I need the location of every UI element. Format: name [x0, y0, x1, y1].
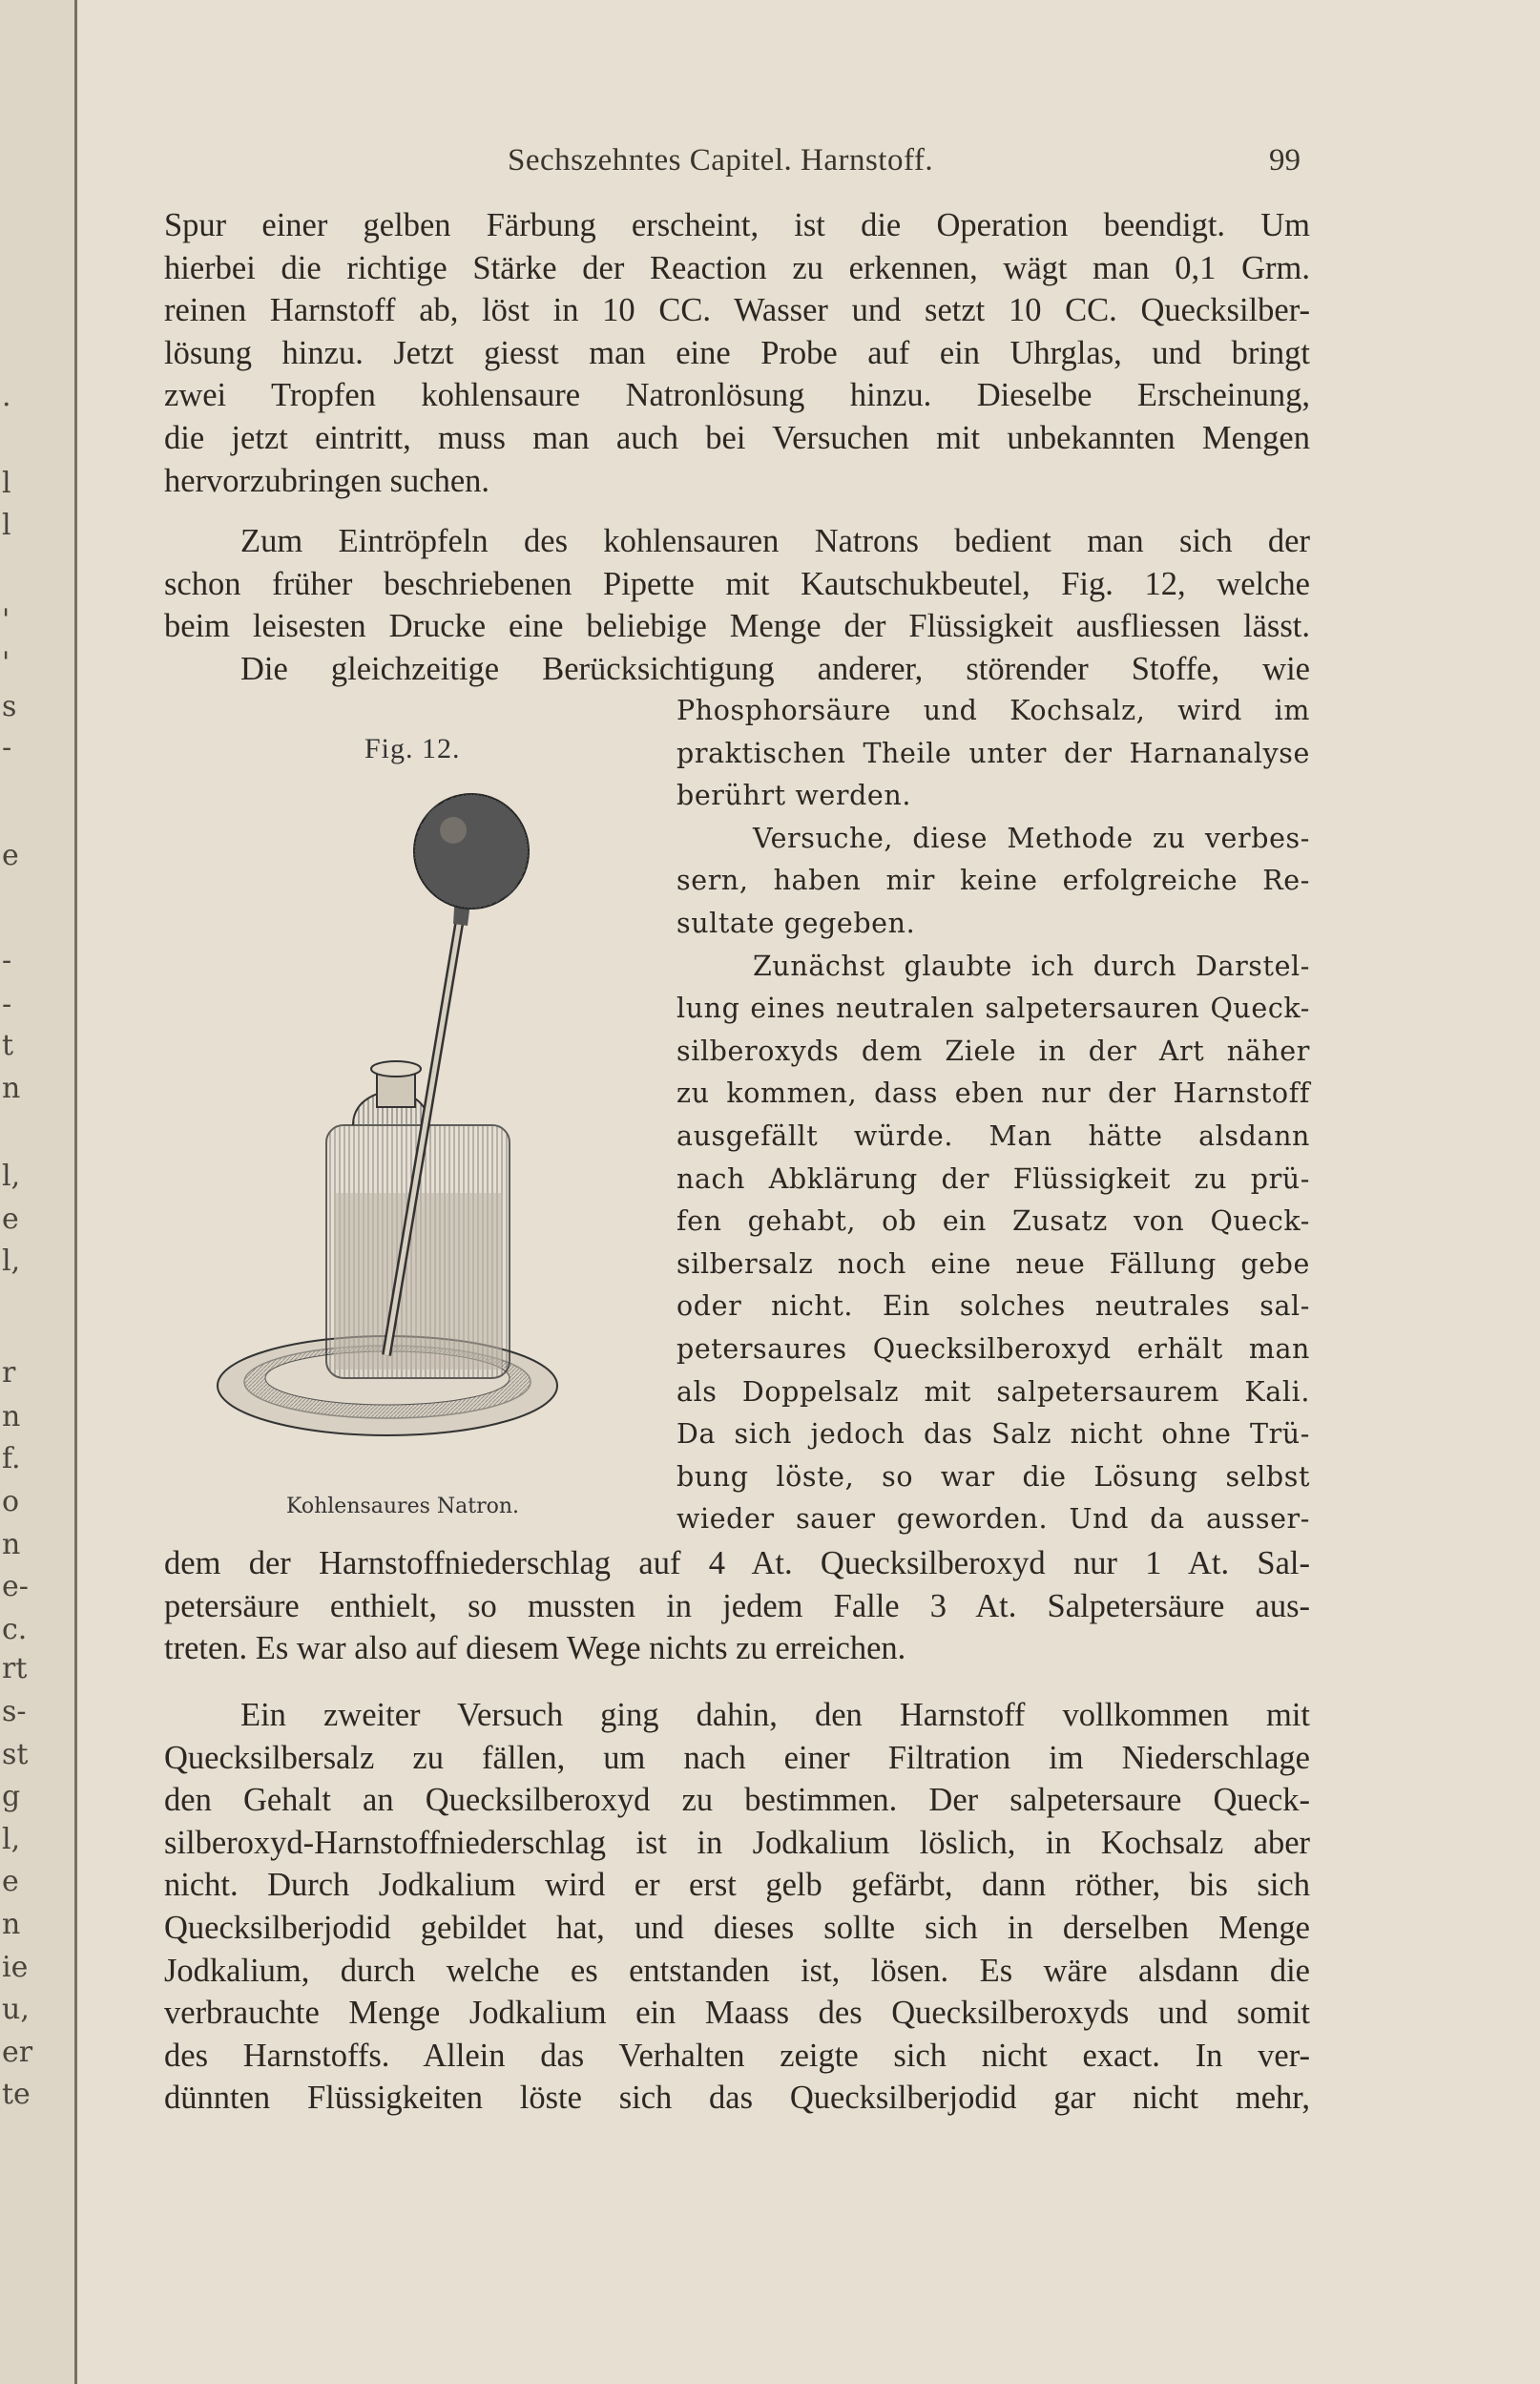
margin-fragment: ': [2, 646, 10, 680]
margin-fragment: -: [2, 731, 12, 764]
margin-fragment: rt: [2, 1652, 28, 1685]
text-line: reinen Harnstoff ab, löst in 10 CC. Wasser und setzt 10 CC. Quecksilber-: [164, 292, 1310, 329]
margin-fragment: ': [2, 603, 10, 637]
text-line: Da sich jedoch das Salz nicht ohne Trü-: [676, 1418, 1310, 1451]
margin-fragment: l,: [2, 1244, 21, 1278]
text-line: dem der Harnstoffniederschlag auf 4 At. Quecksilberoxyd nur 1 At. Sal-: [164, 1545, 1310, 1581]
right-column-text: [676, 690, 1310, 1541]
text-line: sultate gegeben.: [676, 907, 916, 939]
text-line: zu kommen, dass eben nur der Harnstoff: [676, 1077, 1310, 1110]
figure-caption: Kohlensaures Natron.: [286, 1495, 520, 1518]
margin-fragment: s-: [2, 1695, 27, 1728]
margin-fragment: n: [2, 1908, 21, 1941]
text-line: wieder sauer geworden. Und da ausser-: [676, 1503, 1310, 1536]
paragraph-3: [164, 1542, 1310, 1670]
margin-fragment: te: [2, 2078, 31, 2111]
margin-fragment: r: [2, 1356, 16, 1390]
text-line: verbrauchte Menge Jodkalium ein Maass des Quecksilberoxyds und somit: [164, 1995, 1310, 2032]
text-line: lung eines neutralen salpetersauren Queck-: [676, 993, 1310, 1025]
text-line: praktischen Theile unter der Harnanalyse: [676, 737, 1310, 769]
margin-fragment: n: [2, 1528, 21, 1561]
margin-fragment: er: [2, 2036, 33, 2069]
text-line: nicht. Durch Jodkalium wird er erst gelb gefärbt, dann röther, bis sich: [164, 1867, 1310, 1904]
text-line: Quecksilberjodid gebildet hat, und dieses sollte sich in derselben Menge: [164, 1909, 1310, 1946]
margin-fragment: l: [2, 467, 11, 500]
text-line: den Gehalt an Quecksilberoxyd zu bestimmen. Der salpetersaure Queck-: [164, 1782, 1310, 1819]
text-line: treten. Es war also auf diesem Wege nichts zu erreichen.: [164, 1630, 906, 1667]
text-line: lösung hinzu. Jetzt giesst man eine Probe auf ein Uhrglas, und bringt: [164, 334, 1310, 371]
text-line: nach Abklärung der Flüssigkeit zu prü-: [676, 1162, 1310, 1195]
running-title: Sechszehntes Capitel. Harnstoff.: [508, 143, 934, 178]
page-number: 99: [1269, 143, 1301, 178]
text-line: petersäure enthielt, so mussten in jedem Falle 3 At. Salpetersäure aus-: [164, 1587, 1310, 1624]
margin-fragment: c.: [2, 1613, 28, 1646]
margin-fragment: o: [2, 1485, 20, 1518]
text-line: berührt werden.: [676, 780, 911, 812]
text-line: Zum Eintröpfeln des kohlensauren Natrons bedient man sich der: [240, 523, 1310, 559]
text-line: die jetzt eintritt, muss man auch bei Versuchen mit unbekannten Mengen: [164, 419, 1310, 456]
margin-fragment: n: [2, 1400, 21, 1433]
margin-fragment: -: [2, 988, 12, 1021]
margin-fragment: l: [2, 509, 11, 542]
margin-fragment: u,: [2, 1993, 30, 2026]
text-line: beim leisesten Drucke eine beliebige Menge der Flüssigkeit ausfliessen lässt.: [164, 608, 1310, 645]
text-line: Quecksilbersalz zu fällen, um nach einer Filtration im Niederschlage: [164, 1739, 1310, 1776]
margin-fragment: e: [2, 839, 19, 872]
text-line: fen gehabt, ob ein Zusatz von Queck-: [676, 1205, 1310, 1238]
margin-fragment: e: [2, 1865, 19, 1898]
text-line: silbersalz noch eine neue Fällung gebe: [676, 1247, 1310, 1280]
text-line: sern, haben mir keine erfolgreiche Re-: [676, 865, 1310, 897]
margin-fragment: l,: [2, 1823, 21, 1856]
margin-fragment: e: [2, 1202, 19, 1236]
margin-fragment: ie: [2, 1951, 29, 1984]
text-line: schon früher beschriebenen Pipette mit Kautschukbeutel, Fig. 12, welche: [164, 565, 1310, 602]
margin-fragment: .: [2, 380, 11, 413]
text-line: ausgefällt würde. Man hätte alsdann: [676, 1119, 1310, 1152]
text-line: petersaures Quecksilberoxyd erhält man: [676, 1332, 1310, 1365]
text-line: zwei Tropfen kohlensaure Natronlösung hinzu. Dieselbe Erscheinung,: [164, 377, 1310, 414]
text-line: Spur einer gelben Färbung erscheint, ist die Operation beendigt. Um: [164, 207, 1310, 243]
margin-fragment: n: [2, 1072, 21, 1105]
text-line: Zunächst glaubte ich durch Darstel-: [753, 950, 1310, 982]
paragraph-1: [164, 204, 1310, 502]
text-line: Jodkalium, durch welche es entstanden ist, lösen. Es wäre alsdann die: [164, 1952, 1310, 1989]
text-line: Versuche, diese Methode zu verbes-: [753, 822, 1310, 854]
text-line: Die gleichzeitige Berücksichtigung anderer, störender Stoffe, wie: [240, 650, 1310, 687]
previous-page-edge: [0, 0, 77, 2384]
margin-fragment: st: [2, 1738, 29, 1771]
pipette-bottle-illustration: [210, 792, 572, 1479]
margin-fragment: -: [2, 944, 12, 977]
text-line: des Harnstoffs. Allein das Verhalten zeigte sich nicht exact. In ver-: [164, 2037, 1310, 2074]
text-line: als Doppelsalz mit salpetersaurem Kali.: [676, 1375, 1310, 1408]
text-line: Ein zweiter Versuch ging dahin, den Harnstoff vollkommen mit: [240, 1697, 1310, 1733]
margin-fragment: f.: [2, 1442, 21, 1475]
margin-fragment: t: [2, 1029, 14, 1062]
paragraph-2: [164, 520, 1310, 690]
margin-fragment: s: [2, 690, 17, 723]
bottle: [326, 1061, 510, 1378]
margin-fragment: g: [2, 1780, 21, 1813]
text-line: hervorzubringen suchen.: [164, 462, 490, 499]
text-line: silberoxyd-Harnstoffniederschlag ist in Jodkalium löslich, in Kochsalz aber: [164, 1824, 1310, 1861]
text-line: dünnten Flüssigkeiten löste sich das Quecksilberjodid gar nicht mehr,: [164, 2080, 1310, 2117]
text-line: Phosphorsäure und Kochsalz, wird im: [676, 695, 1310, 726]
text-line: oder nicht. Ein solches neutrales sal-: [676, 1290, 1310, 1323]
figure-label: Fig. 12.: [364, 733, 461, 764]
text-line: hierbei die richtige Stärke der Reaction zu erkennen, wägt man 0,1 Grm.: [164, 249, 1310, 286]
margin-fragment: e-: [2, 1570, 29, 1603]
text-line: bung löste, so war die Lösung selbst: [676, 1460, 1310, 1493]
text-line: silberoxyds dem Ziele in der Art näher: [676, 1035, 1310, 1067]
margin-fragment: l,: [2, 1160, 21, 1193]
paragraph-4: [164, 1694, 1310, 2120]
